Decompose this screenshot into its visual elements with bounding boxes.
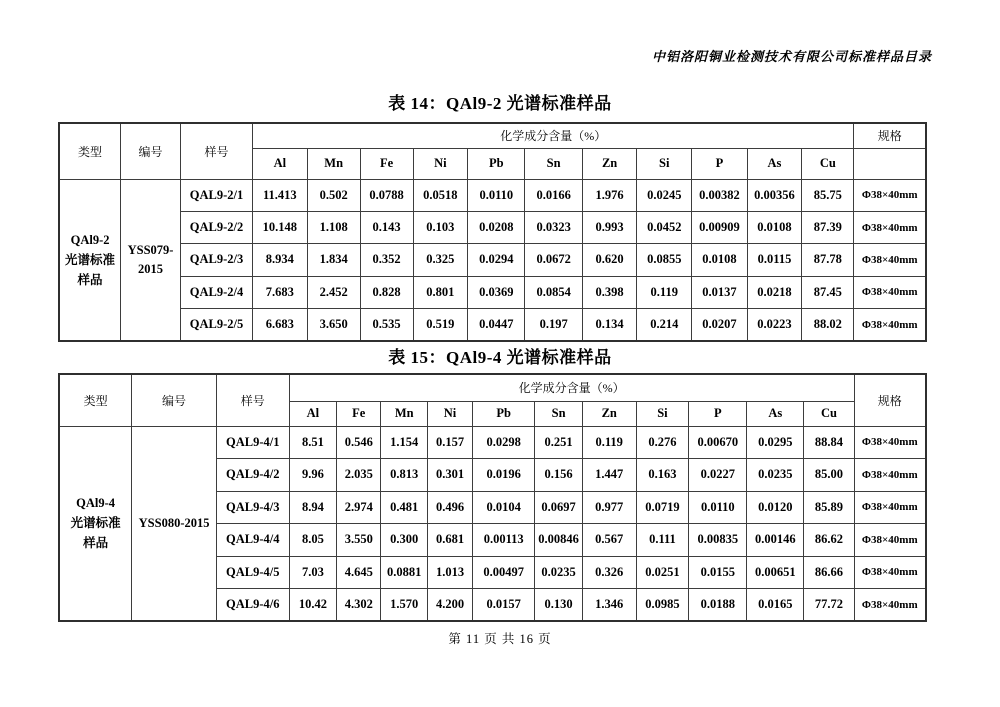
value-cell: 0.00146 <box>747 524 804 557</box>
value-cell: 0.103 <box>413 211 468 243</box>
element-header-ni: Ni <box>428 401 473 426</box>
value-cell: 0.143 <box>360 211 413 243</box>
value-cell: 0.0196 <box>473 459 535 492</box>
element-header-sn: Sn <box>525 148 582 179</box>
value-cell: 0.0251 <box>636 556 689 589</box>
value-cell: 0.0227 <box>689 459 747 492</box>
element-header-cu: Cu <box>802 148 854 179</box>
element-header-si: Si <box>637 148 692 179</box>
page-header-title: 中铝洛阳铜业检测技术有限公司标准样品目录 <box>651 49 932 64</box>
value-cell: 0.0120 <box>747 491 804 524</box>
value-cell: 0.0218 <box>747 276 802 308</box>
element-header-al: Al <box>289 401 337 426</box>
element-header-al: Al <box>253 148 308 179</box>
spec-cell: Φ38×40mm <box>854 524 926 557</box>
value-cell: 0.535 <box>360 309 413 341</box>
value-cell: 0.00113 <box>473 524 535 557</box>
value-cell: 0.0985 <box>636 589 689 622</box>
code-column-header: 编号 <box>132 374 217 426</box>
sample-id-cell: QAL9-4/3 <box>216 491 289 524</box>
sample-id-cell: QAL9-4/2 <box>216 459 289 492</box>
value-cell: 0.0295 <box>747 426 804 459</box>
value-cell: 1.108 <box>307 211 360 243</box>
sample-id-cell: QAL9-2/5 <box>180 309 252 341</box>
value-cell: 86.62 <box>804 524 854 557</box>
value-cell: 0.00382 <box>692 179 748 211</box>
value-cell: 9.96 <box>289 459 337 492</box>
value-cell: 1.976 <box>582 179 637 211</box>
element-header-sn: Sn <box>535 401 583 426</box>
spec-cell: Φ38×40mm <box>854 459 926 492</box>
element-header-si: Si <box>636 401 689 426</box>
composition-header: 化学成分含量（%） <box>253 123 854 148</box>
value-cell: 0.0108 <box>692 244 748 276</box>
value-cell: 10.42 <box>289 589 337 622</box>
value-cell: 0.00835 <box>689 524 747 557</box>
element-header-p: P <box>692 148 748 179</box>
sample-id-cell: QAL9-4/4 <box>216 524 289 557</box>
value-cell: 0.326 <box>582 556 636 589</box>
value-cell: 0.801 <box>413 276 468 308</box>
value-cell: 0.276 <box>636 426 689 459</box>
code-cell: YSS080-2015 <box>132 426 217 621</box>
sample-column-header: 样号 <box>216 374 289 426</box>
value-cell: 0.502 <box>307 179 360 211</box>
table-row <box>59 244 926 276</box>
table-row <box>59 309 926 341</box>
value-cell: 0.0235 <box>747 459 804 492</box>
element-header-mn: Mn <box>307 148 360 179</box>
sample-column-header: 样号 <box>180 123 252 179</box>
spec-cell: Φ38×40mm <box>854 309 926 341</box>
spec-cell: Φ38×40mm <box>854 244 926 276</box>
value-cell: 0.197 <box>525 309 582 341</box>
value-cell: 0.0137 <box>692 276 748 308</box>
element-header-zn: Zn <box>582 148 637 179</box>
value-cell: 0.00356 <box>747 179 802 211</box>
value-cell: 0.0208 <box>468 211 525 243</box>
value-cell: 7.683 <box>253 276 308 308</box>
value-cell: 0.496 <box>428 491 473 524</box>
element-header-cu: Cu <box>804 401 854 426</box>
table-row <box>59 426 926 459</box>
table-row <box>59 211 926 243</box>
value-cell: 1.154 <box>381 426 428 459</box>
value-cell: 0.00497 <box>473 556 535 589</box>
table-row <box>59 179 926 211</box>
value-cell: 0.0166 <box>525 179 582 211</box>
table-15 <box>58 373 927 622</box>
spec-column-header: 规格 <box>854 374 926 426</box>
value-cell: 4.200 <box>428 589 473 622</box>
element-header-fe: Fe <box>337 401 381 426</box>
value-cell: 0.214 <box>637 309 692 341</box>
value-cell: 0.993 <box>582 211 637 243</box>
sample-id-cell: QAL9-4/1 <box>216 426 289 459</box>
value-cell: 0.0223 <box>747 309 802 341</box>
value-cell: 0.251 <box>535 426 583 459</box>
spec-cell: Φ38×40mm <box>854 426 926 459</box>
value-cell: 0.0108 <box>747 211 802 243</box>
value-cell: 0.00651 <box>747 556 804 589</box>
value-cell: 77.72 <box>804 589 854 622</box>
value-cell: 0.157 <box>428 426 473 459</box>
value-cell: 0.0298 <box>473 426 535 459</box>
value-cell: 0.0518 <box>413 179 468 211</box>
value-cell: 0.0110 <box>468 179 525 211</box>
value-cell: 0.0719 <box>636 491 689 524</box>
value-cell: 0.111 <box>636 524 689 557</box>
value-cell: 0.00670 <box>689 426 747 459</box>
value-cell: 3.650 <box>307 309 360 341</box>
value-cell: 0.0788 <box>360 179 413 211</box>
code-cell: YSS079- 2015 <box>121 179 181 341</box>
composition-header: 化学成分含量（%） <box>289 374 854 401</box>
value-cell: 0.546 <box>337 426 381 459</box>
value-cell: 0.0323 <box>525 211 582 243</box>
element-header-pb: Pb <box>468 148 525 179</box>
value-cell: 0.0235 <box>535 556 583 589</box>
value-cell: 0.398 <box>582 276 637 308</box>
value-cell: 0.620 <box>582 244 637 276</box>
value-cell: 0.977 <box>582 491 636 524</box>
value-cell: 0.0447 <box>468 309 525 341</box>
value-cell: 0.119 <box>637 276 692 308</box>
element-header-as: As <box>747 148 802 179</box>
value-cell: 3.550 <box>337 524 381 557</box>
value-cell: 0.0881 <box>381 556 428 589</box>
value-cell: 1.570 <box>381 589 428 622</box>
value-cell: 8.934 <box>253 244 308 276</box>
value-cell: 2.452 <box>307 276 360 308</box>
value-cell: 1.834 <box>307 244 360 276</box>
page-number: 第 11 页 共 16 页 <box>448 632 552 646</box>
value-cell: 0.0115 <box>747 244 802 276</box>
value-cell: 11.413 <box>253 179 308 211</box>
value-cell: 1.013 <box>428 556 473 589</box>
spec-cell: Φ38×40mm <box>854 556 926 589</box>
type-cell: QAl9-4 光谱标准 样品 <box>59 426 132 621</box>
value-cell: 0.00909 <box>692 211 748 243</box>
element-header-as: As <box>747 401 804 426</box>
spec-cell: Φ38×40mm <box>854 211 926 243</box>
value-cell: 0.0155 <box>689 556 747 589</box>
value-cell: 0.0104 <box>473 491 535 524</box>
element-header-mn: Mn <box>381 401 428 426</box>
value-cell: 0.0369 <box>468 276 525 308</box>
sample-id-cell: QAL9-4/5 <box>216 556 289 589</box>
value-cell: 0.0697 <box>535 491 583 524</box>
value-cell: 87.39 <box>802 211 854 243</box>
value-cell: 0.325 <box>413 244 468 276</box>
sample-id-cell: QAL9-2/4 <box>180 276 252 308</box>
spec-cell: Φ38×40mm <box>854 491 926 524</box>
type-column-header: 类型 <box>59 123 121 179</box>
value-cell: 0.481 <box>381 491 428 524</box>
value-cell: 0.0854 <box>525 276 582 308</box>
type-column-header: 类型 <box>59 374 132 426</box>
value-cell: 0.119 <box>582 426 636 459</box>
spec-column-header: 规格 <box>854 123 926 148</box>
value-cell: 0.163 <box>636 459 689 492</box>
sample-id-cell: QAL9-2/1 <box>180 179 252 211</box>
value-cell: 0.0245 <box>637 179 692 211</box>
value-cell: 8.94 <box>289 491 337 524</box>
element-header-ni: Ni <box>413 148 468 179</box>
value-cell: 87.45 <box>802 276 854 308</box>
value-cell: 0.519 <box>413 309 468 341</box>
value-cell: 0.828 <box>360 276 413 308</box>
value-cell: 0.0294 <box>468 244 525 276</box>
spec-header-empty-cell <box>854 148 926 179</box>
value-cell: 0.0207 <box>692 309 748 341</box>
value-cell: 0.0157 <box>473 589 535 622</box>
value-cell: 88.02 <box>802 309 854 341</box>
sample-id-cell: QAL9-2/3 <box>180 244 252 276</box>
value-cell: 2.974 <box>337 491 381 524</box>
value-cell: 0.130 <box>535 589 583 622</box>
value-cell: 8.05 <box>289 524 337 557</box>
value-cell: 0.301 <box>428 459 473 492</box>
value-cell: 4.302 <box>337 589 381 622</box>
value-cell: 86.66 <box>804 556 854 589</box>
code-column-header: 编号 <box>121 123 181 179</box>
value-cell: 8.51 <box>289 426 337 459</box>
value-cell: 1.346 <box>582 589 636 622</box>
value-cell: 0.0452 <box>637 211 692 243</box>
value-cell: 0.681 <box>428 524 473 557</box>
table-14 <box>58 122 927 342</box>
sample-id-cell: QAL9-4/6 <box>216 589 289 622</box>
value-cell: 0.0110 <box>689 491 747 524</box>
value-cell: 4.645 <box>337 556 381 589</box>
element-header-pb: Pb <box>473 401 535 426</box>
value-cell: 85.75 <box>802 179 854 211</box>
value-cell: 6.683 <box>253 309 308 341</box>
value-cell: 85.89 <box>804 491 854 524</box>
value-cell: 0.0855 <box>637 244 692 276</box>
value-cell: 85.00 <box>804 459 854 492</box>
spec-cell: Φ38×40mm <box>854 276 926 308</box>
table-15-title: 表 15：QAl9-4 光谱标准样品 <box>388 348 612 367</box>
type-cell: QAl9-2 光谱标准 样品 <box>59 179 121 341</box>
table-14-title: 表 14：QAl9-2 光谱标准样品 <box>388 94 612 113</box>
value-cell: 0.0672 <box>525 244 582 276</box>
value-cell: 10.148 <box>253 211 308 243</box>
value-cell: 0.567 <box>582 524 636 557</box>
value-cell: 88.84 <box>804 426 854 459</box>
element-header-zn: Zn <box>582 401 636 426</box>
spec-cell: Φ38×40mm <box>854 179 926 211</box>
value-cell: 87.78 <box>802 244 854 276</box>
value-cell: 0.300 <box>381 524 428 557</box>
value-cell: 0.00846 <box>535 524 583 557</box>
value-cell: 0.0188 <box>689 589 747 622</box>
value-cell: 1.447 <box>582 459 636 492</box>
value-cell: 0.0165 <box>747 589 804 622</box>
sample-id-cell: QAL9-2/2 <box>180 211 252 243</box>
element-header-fe: Fe <box>360 148 413 179</box>
value-cell: 0.352 <box>360 244 413 276</box>
value-cell: 7.03 <box>289 556 337 589</box>
element-header-p: P <box>689 401 747 426</box>
value-cell: 0.134 <box>582 309 637 341</box>
spec-cell: Φ38×40mm <box>854 589 926 622</box>
value-cell: 0.813 <box>381 459 428 492</box>
value-cell: 2.035 <box>337 459 381 492</box>
table-row <box>59 276 926 308</box>
value-cell: 0.156 <box>535 459 583 492</box>
